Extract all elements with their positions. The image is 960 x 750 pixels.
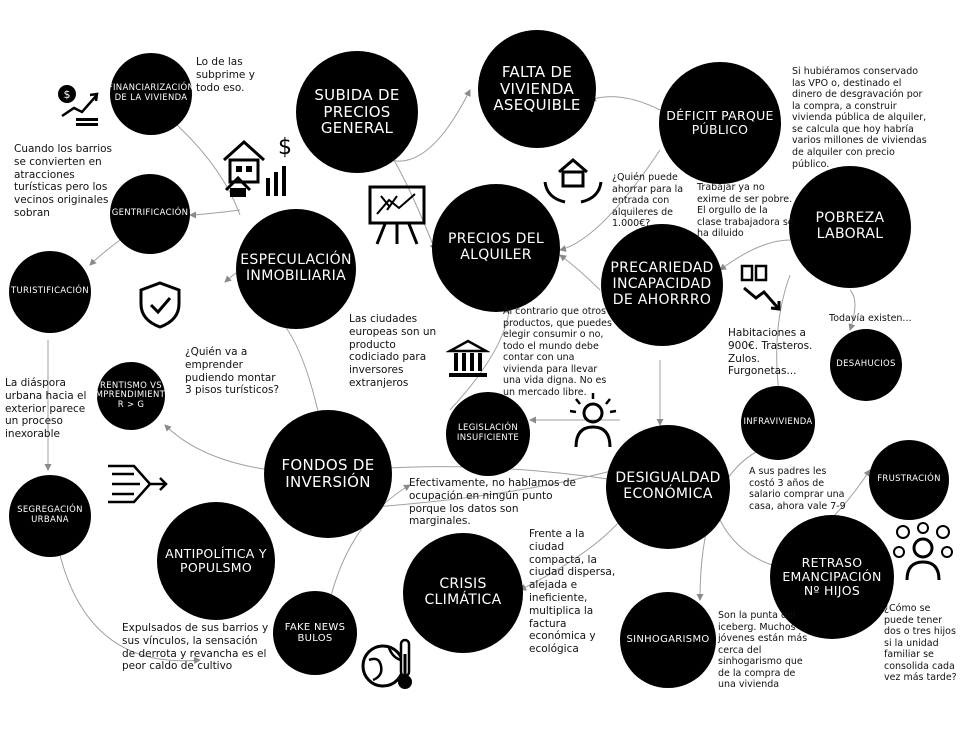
globe-thermometer-icon bbox=[359, 636, 417, 694]
node-infravivienda: INFRAVIVIENDA bbox=[741, 386, 815, 460]
node-segregacion: SEGREGACIÓN URBANA bbox=[9, 475, 91, 557]
node-financiarizacion: FINANCIARIZACIÓN DE LA VIVIENDA bbox=[110, 53, 192, 135]
note-barrios: Cuando los barrios se convierten en atracciones turísticas pero los vecinos originales sobran bbox=[14, 143, 113, 219]
note-efectivamente: Efectivamente, no hablamos de ocupación en ningún punto porque los datos son marginales. bbox=[409, 477, 576, 528]
link bbox=[190, 210, 240, 215]
note-iceberg: Son la punta del iceberg. Muchos jóvenes están más cerca del sinhogarismo que de la compra de una vivienda bbox=[718, 610, 808, 691]
funnel-arrows-icon bbox=[104, 462, 170, 506]
node-subida-precios: SUBIDA DE PRECIOS GENERAL bbox=[296, 51, 418, 173]
confused-person-icon bbox=[893, 522, 953, 582]
note-vpo: Si hubiéramos conservado las VPO o, destinado el dinero de desgravación por la compra, a construir vivienda pública de alquiler, se calcula que hoy habría varios millones de viviendas de alquiler con precio público. bbox=[792, 66, 927, 170]
link bbox=[90, 240, 120, 265]
node-precios-alquiler: PRECIOS DEL ALQUILER bbox=[432, 184, 560, 312]
houses-price-icon bbox=[220, 132, 296, 198]
svg-text:$: $ bbox=[278, 135, 292, 160]
note-trabajar: Trabajar ya no exime de ser pobre. El orgullo de la clase trabajadora se ha diluido bbox=[697, 182, 794, 240]
note-ahorrar: ¿Quién puede ahorrar para la entrada con alquileres de 1.000€? bbox=[612, 172, 684, 230]
node-sinhogarismo: SINHOGARISMO bbox=[620, 592, 716, 688]
node-antipolitica: ANTIPOLÍTICA Y POPULSMO bbox=[157, 502, 275, 620]
node-pobreza-laboral: POBREZA LABORAL bbox=[789, 166, 911, 288]
chart-decline-icon bbox=[738, 262, 786, 312]
note-hijos: ¿Cómo se puede tener dos o tres hijos si la unidad familiar se consolida cada vez más tarde? bbox=[884, 603, 957, 684]
link bbox=[590, 97, 660, 110]
node-fake-news: FAKE NEWS BULOS bbox=[273, 591, 357, 675]
house-hands-icon bbox=[543, 152, 603, 206]
note-diaspora: La diáspora urbana hacia el exterior parece un proceso inexorable bbox=[5, 377, 87, 441]
note-emprender: ¿Quién va a emprender pudiendo montar 3 pisos turísticos? bbox=[185, 346, 280, 397]
node-fondos: FONDOS DE INVERSIÓN bbox=[264, 410, 392, 538]
note-habitaciones: Habitaciones a 900€. Trasteros. Zulos. Furgonetas... bbox=[728, 327, 813, 378]
note-al-contrario: Al contrario que otros productos, que puedes elegir consumir o no, todo el mundo debe contar con una vivienda para llevar una vida digna. No es un mercado libre. bbox=[503, 306, 612, 399]
note-expulsados: Expulsados de sus barrios y sus vínculos, la sensación de derrota y revancha es el peor caldo de cultivo bbox=[122, 622, 269, 673]
node-turistificacion: TURISTIFICACIÓN bbox=[9, 251, 91, 333]
node-precariedad: PRECARIEDAD INCAPACIDAD DE AHORRRO bbox=[601, 224, 723, 346]
node-crisis-climatica: CRISIS CLIMÁTICA bbox=[403, 533, 523, 653]
link bbox=[165, 425, 270, 470]
node-gentrificacion: GENTRIFICACIÓN bbox=[110, 174, 190, 254]
money-growth-icon bbox=[56, 82, 102, 128]
node-retraso: RETRASO EMANCIPACIÓN Nº HIJOS bbox=[770, 515, 894, 639]
node-falta-vivienda: FALTA DE VIVIENDA ASEQUIBLE bbox=[478, 30, 596, 148]
node-especulacion: ESPECULACIÓN INMOBILIARIA bbox=[236, 209, 356, 329]
node-legislacion: LEGISLACIÓN INSUFICIENTE bbox=[446, 392, 530, 476]
note-frente: Frente a la ciudad compacta, la ciudad dispersa, alejada e ineficiente, multiplica la factura económica y ecológica bbox=[529, 528, 616, 656]
node-frustracion: FRUSTRACIÓN bbox=[869, 440, 949, 520]
link bbox=[560, 255, 600, 290]
stressed-person-icon bbox=[566, 391, 620, 449]
node-desahucios: DESAHUCIOS bbox=[830, 329, 902, 401]
note-ciudades: Las ciudades europeas son un producto codiciado para inversores extranjeros bbox=[349, 313, 437, 389]
presentation-board-icon bbox=[367, 184, 427, 246]
note-todavia: Todavía existen... bbox=[829, 313, 912, 324]
note-padres: A sus padres les costó 3 años de salario comprar una casa, ahora vale 7-9 bbox=[749, 466, 846, 512]
shield-check-icon bbox=[137, 280, 183, 330]
node-rentismo: RENTISMO VS EMPRENDIMIENTO R > G bbox=[97, 362, 165, 430]
note-subprime: Lo de las subprime y todo eso. bbox=[196, 56, 255, 94]
svg-text:$: $ bbox=[63, 88, 71, 101]
node-desigualdad: DESIGUALDAD ECONÓMICA bbox=[606, 425, 730, 549]
government-building-icon bbox=[446, 337, 490, 381]
node-deficit-parque: DÉFICIT PARQUE PÚBLICO bbox=[659, 62, 781, 184]
